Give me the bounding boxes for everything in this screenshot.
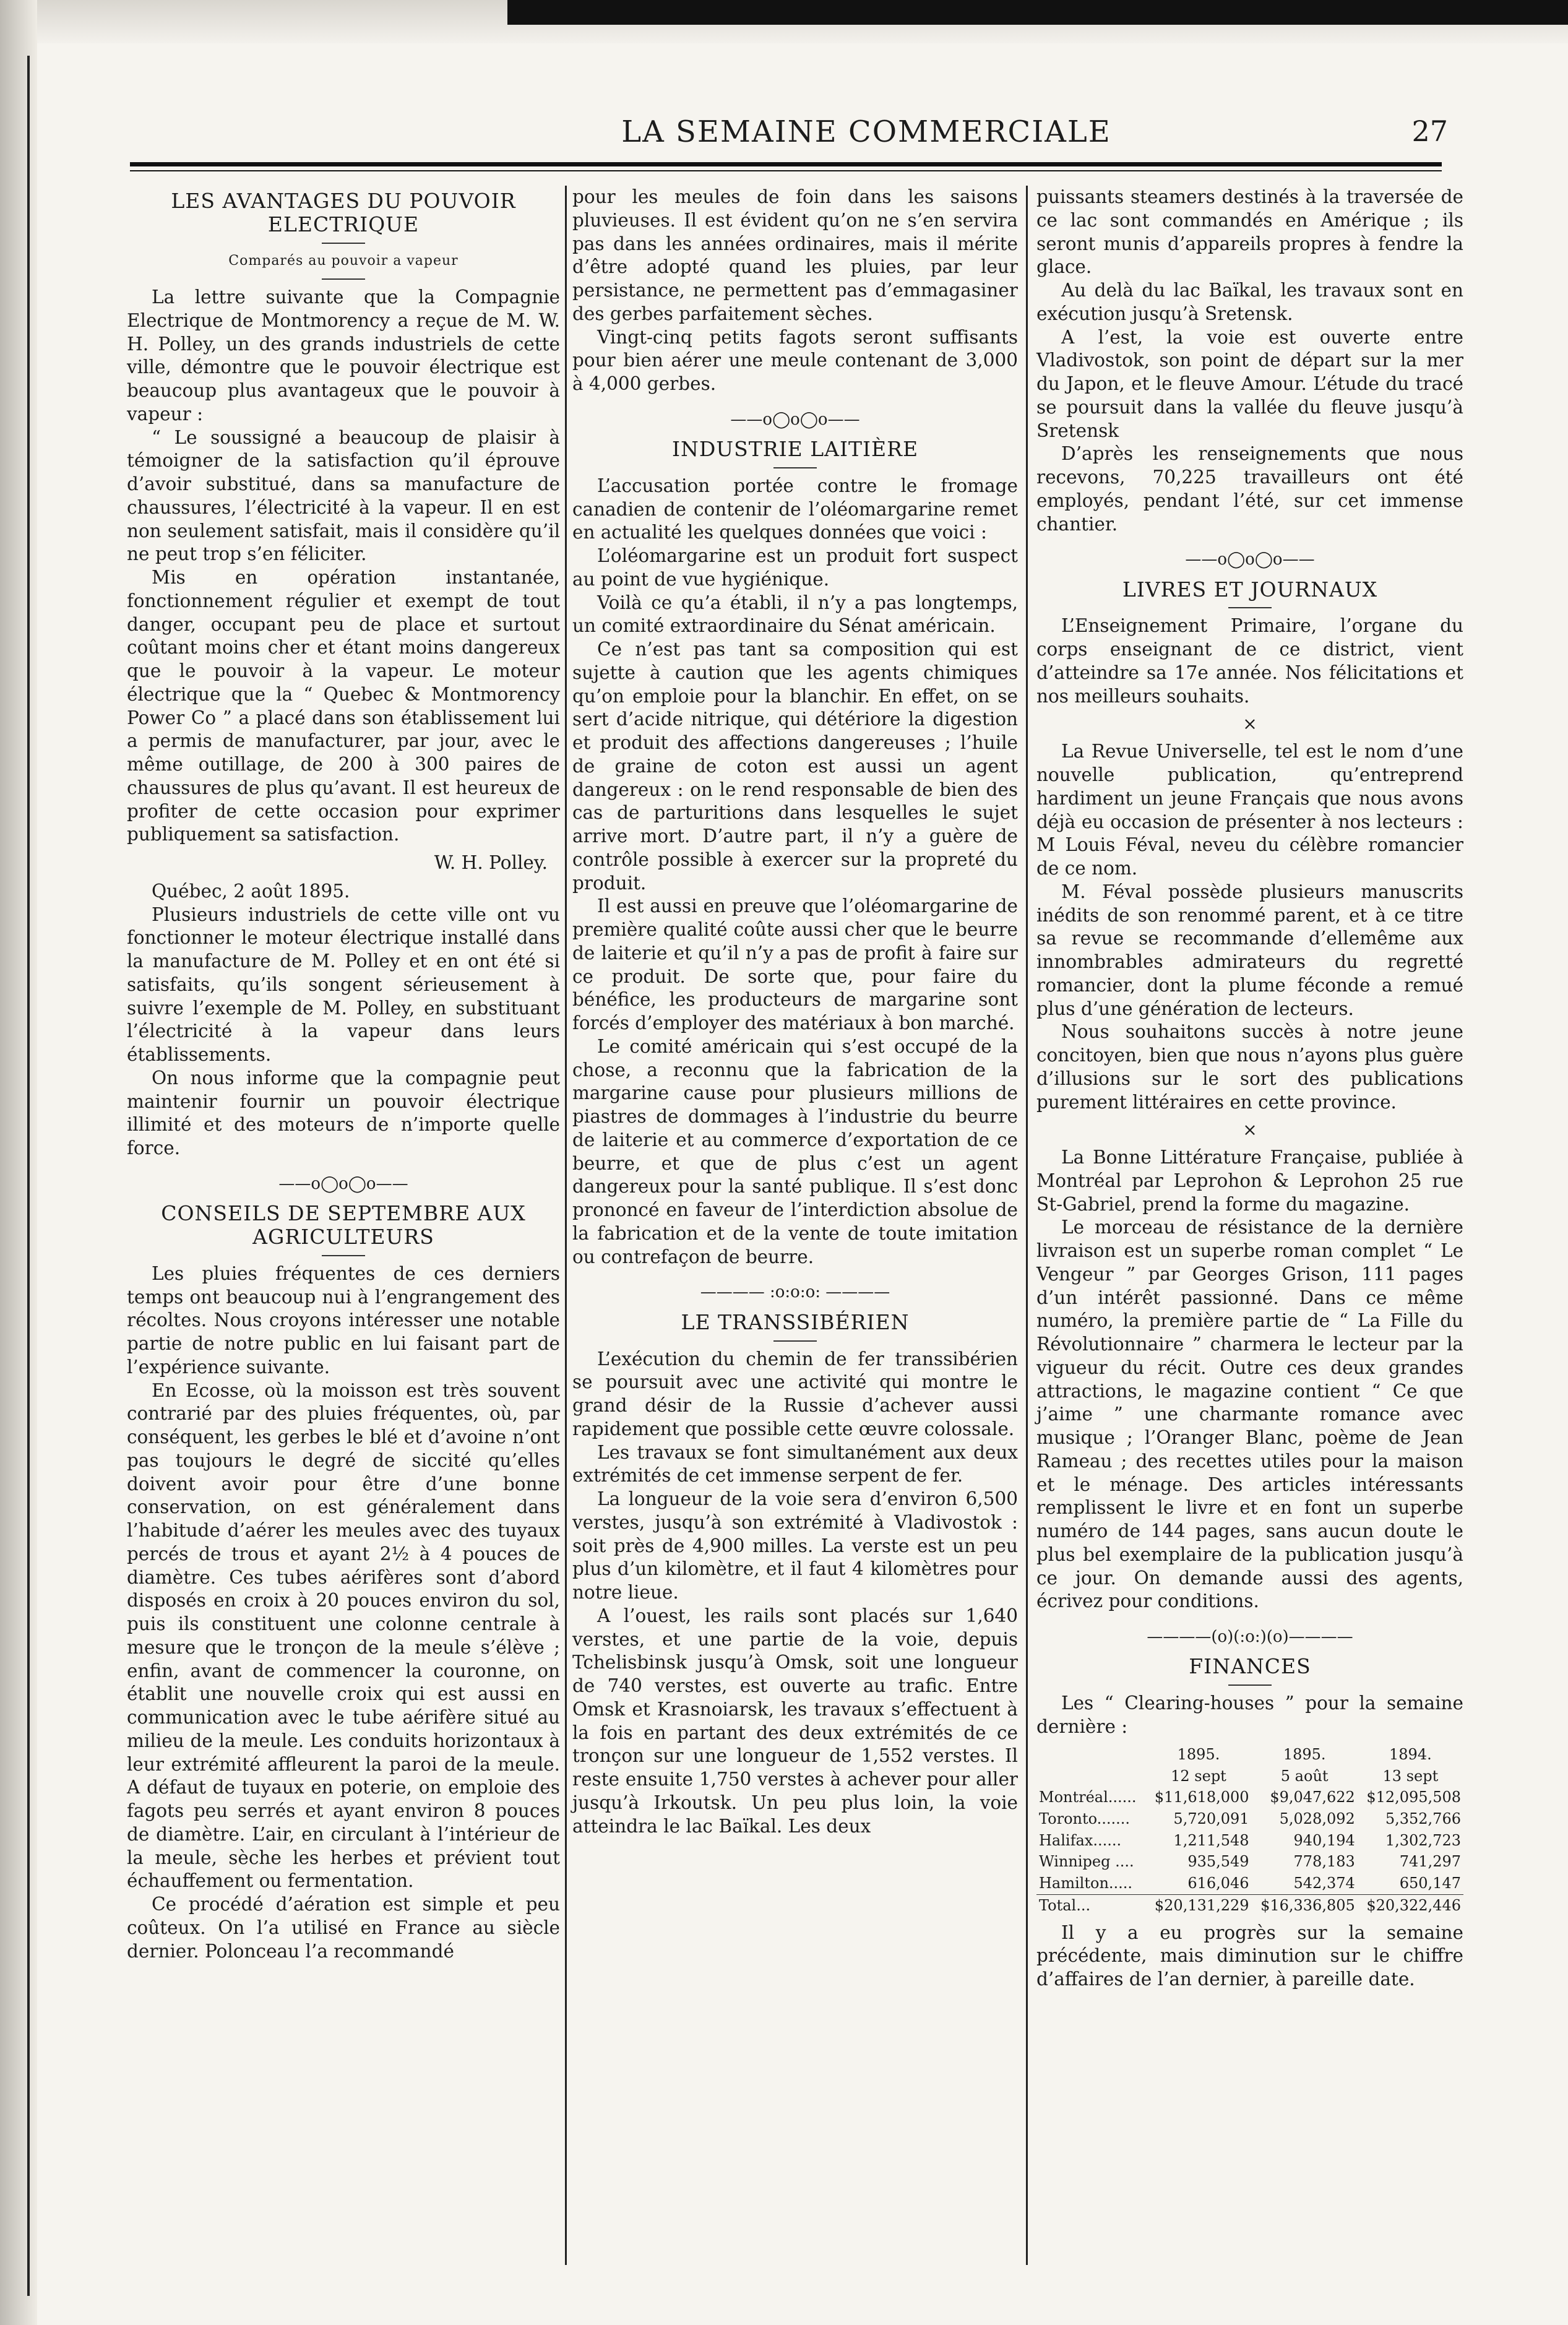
title-dash	[322, 243, 365, 244]
letter-signature: W. H. Polley.	[434, 852, 548, 874]
header-rule	[130, 162, 1442, 166]
paragraph: D’après les renseignements que nous recevons, 70,225 travailleurs ont été employés, pendant l’été, sur cet immense chantier.	[1036, 443, 1463, 535]
separator-cross: ×	[1243, 714, 1257, 735]
table-cell: $20,131,229	[1145, 1894, 1251, 1916]
table-cell: 5,028,092	[1279, 1810, 1355, 1827]
table-header-cell: 1894.	[1389, 1745, 1432, 1763]
table-row	[1036, 1808, 1463, 1830]
table-cell: $20,322,446	[1358, 1894, 1463, 1916]
article-title-industrie-laitiere: INDUSTRIE LAITIÈRE	[671, 437, 919, 462]
table-cell: 935,549	[1187, 1853, 1249, 1871]
paragraph: L’accusation portée contre le fromage canadien de contenir de l’oléomargarine remet en actualité les quelques données que voici :	[572, 475, 1018, 543]
article-subtitle: Comparés au pouvoir a vapeur	[228, 252, 459, 269]
paragraph: Les pluies fréquentes de ces derniers temps ont beaucoup nui à l’engrangement des récoltes. Nous croyons intéresser une notable partie de notre public en lui faisant part de l’expérience suivante.	[127, 1262, 560, 1378]
article-title-finances: FINANCES	[1189, 1654, 1311, 1679]
table-cell-city: Montréal......	[1039, 1788, 1137, 1806]
table-cell: 5,720,091	[1173, 1810, 1249, 1827]
paragraph: Le morceau de résistance de la dernière livraison est un superbe roman complet “ Le Vengeur ” par Georges Grison, 111 pages d’un intérêt passionné. Dans ce même numéro, la première partie de “ La Fille du Révolutionnaire ” charmera le lecteur par la vigueur du récit. Outre ces deux grandes attractions, le magazine contient “ Ce que j’aime ” une charmante romance avec musique ; l’Oranger Blanc, poème de Jean Rameau ; des recettes utiles pour la maison et le ménage. Des articles intéressants remplissent le livre et en font un superbe numéro de 144 pages, sans aucun doute le plus bel exemplaire de la publication jusqu’à ce jour. On demande aussi des agents, écrivez pour conditions.	[1036, 1217, 1463, 1612]
table-cell-city: Halifax......	[1039, 1831, 1122, 1849]
column-3	[1036, 186, 1463, 1991]
paragraph: Le comité américain qui s’est occupé de la chose, a reconnu que la fabrication de la margarine cause pour plusieurs millions de piastres de dommages à l’industrie du beurre de laiterie et au commerce d’exportation de ce beurre, et que de plus c’est un agent dangereux pour la santé publique. Il s’est donc prononcé en faveur de l’interdiction absolue de la fabrication et de la vente de toute imitation ou contrefaçon de beurre.	[572, 1035, 1018, 1267]
table-header-cell: 5 août	[1280, 1767, 1329, 1785]
paragraph: L’Enseignement Primaire, l’organe du corps enseignant de ce district, vient d’atteindre sa 17e année. Nos félicitations et nos meilleurs souhaits.	[1036, 615, 1463, 707]
paragraph: La longueur de la voie sera d’environ 6,500 verstes, jusqu’à son extrémité à Vladivostok : soit près de 4,900 milles. La verste est un peu plus d’un kilomètre, et il faut 4 kilomètres pour notre lieue.	[572, 1488, 1018, 1603]
paragraph: La lettre suivante que la Compagnie Electrique de Montmorency a reçue de M. W. H. Polley, un des grands industriels de cette ville, démontre que le pouvoir électrique est beaucoup plus avantageux que le pouvoir à vapeur :	[127, 287, 560, 425]
paragraph: A l’est, la voie est ouverte entre Vladivostok, son point de départ sur la mer du Japon, et le fleuve Amour. L’étude du tracé se poursuit dans la vallée du fleuve jusqu’à Sretensk	[1036, 326, 1463, 441]
paragraph: Voilà ce qu’a établi, il n’y a pas longtemps, un comité extraordinaire du Sénat américain.	[572, 592, 1018, 637]
paragraph: Vingt-cinq petits fagots seront suffisants pour bien aérer une meule contenant de 3,000 à 4,000 gerbes.	[572, 326, 1018, 394]
paragraph: Les “ Clearing-houses ” pour la semaine dernière :	[1036, 1693, 1463, 1738]
paragraph: “ Le soussigné a beaucoup de plaisir à témoigner de la satisfaction qu’il éprouve d’avoir substitué, dans sa manufacture de chaussures, l’électricité à la vapeur. Il en est non seulement satisfait, mais il considère qu’il ne peut trop s’en féliciter.	[127, 426, 560, 565]
article-title-transsiberien: LE TRANSSIBÉRIEN	[681, 1309, 910, 1334]
column-rule-2	[1026, 186, 1028, 2265]
subtitle-dash	[322, 278, 365, 280]
section-ornament: ——o◯o◯o——	[1185, 550, 1315, 569]
paragraph: Ce n’est pas tant sa composition qui est sujette à caution que les agents chimiques qu’on emploie pour la blanchir. En effet, on se sert d’acide nitrique, qui détériore la digestion et produit des affections dangereuses ; l’huile de graine de coton est aussi un agent dangereux : on le rend responsable de bien des cas de parturitions dans lesquelles le sujet arrive mort. D’autre part, il n’y a guère de contrôle possible à exercer sur la propreté du produit.	[572, 639, 1018, 894]
column-rule-1	[565, 186, 567, 2265]
table-cell: 1,211,548	[1173, 1831, 1249, 1849]
title-dash	[773, 467, 817, 468]
paragraph: puissants steamers destinés à la traversée de ce lac sont commandés en Amérique ; ils seront munis d’appareils propres à fendre la glace.	[1036, 186, 1463, 278]
title-dash	[322, 1255, 365, 1256]
table-header-cell: 13 sept	[1382, 1767, 1439, 1785]
section-ornament: ————(o)(:o:)(o)————	[1147, 1628, 1353, 1647]
table-header-cell: 1895.	[1177, 1745, 1220, 1763]
section-ornament: ——o◯o◯o——	[730, 410, 860, 429]
article-title-conseils: CONSEILS DE SEPTEMBRE AUX AGRICULTEURS	[161, 1201, 526, 1249]
header-rule-thin	[130, 170, 1442, 171]
table-cell-city: Toronto.......	[1039, 1810, 1131, 1827]
table-cell: 741,297	[1399, 1853, 1461, 1871]
table-row	[1036, 1873, 1463, 1894]
paragraph: Nous souhaitons succès à notre jeune concitoyen, bien que nous n’ayons plus guère d’illusions sur le sort des publications purement littéraires en cette province.	[1036, 1021, 1463, 1113]
section-ornament: ———— :o:o:o: ————	[700, 1283, 890, 1302]
table-row	[1036, 1851, 1463, 1873]
paragraph: La Revue Universelle, tel est le nom d’une nouvelle publication, qu’entreprend hardiment un jeune Français que nous avons déjà eu occasion de présenter à nos lecteurs : M Louis Féval, neveu du célèbre romancier de ce nom.	[1036, 741, 1463, 879]
article-title-pouvoir-electrique: LES AVANTAGES DU POUVOIR ELECTRIQUE	[171, 189, 516, 236]
title-dash	[773, 1340, 817, 1342]
paragraph: pour les meules de foin dans les saisons pluvieuses. Il est évident qu’on ne s’en servira pas dans les années ordinaires, mais il mérite d’être adopté quand les pluies, par leur persistance, ne permettent pas d’emmagasiner des gerbes parfaitement sèches.	[572, 186, 1018, 324]
paragraph: L’oléomargarine est un produit fort suspect au point de vue hygiénique.	[572, 545, 1018, 590]
table-cell: 616,046	[1187, 1874, 1249, 1892]
separator-cross: ×	[1243, 1119, 1257, 1141]
section-ornament: ——o◯o◯o——	[278, 1174, 408, 1193]
paragraph: Plusieurs industriels de cette ville ont vu fonctionner le moteur électrique installé dans la manufacture de M. Polley et en ont été si satisfaits, qu’ils songent sérieusement à suivre l’exemple de M. Polley, en substituant l’électricité à la vapeur dans leurs établissements.	[127, 904, 560, 1066]
page-number: 27	[1411, 114, 1448, 148]
table-cell-city: Winnipeg ....	[1039, 1853, 1134, 1871]
title-dash	[1228, 1684, 1272, 1686]
table-header-years	[1036, 1744, 1463, 1766]
table-cell: 1,302,723	[1385, 1831, 1461, 1849]
table-cell: 940,194	[1293, 1831, 1355, 1849]
table-cell: 5,352,766	[1385, 1810, 1461, 1827]
table-header-cell: 1895.	[1283, 1745, 1326, 1763]
paragraph: L’exécution du chemin de fer transsibérien se poursuit avec une activité qui montre le grand désir de la Russie d’achever aussi rapidement que possible cette œuvre colossale.	[572, 1348, 1018, 1439]
scan-dark-strip	[507, 0, 1568, 25]
paragraph: La Bonne Littérature Française, publiée à Montréal par Leprohon & Leprohon 25 rue St-Gabriel, prend la forme du magazine.	[1036, 1147, 1463, 1215]
table-cell: 650,147	[1399, 1874, 1461, 1892]
article-title-livres-journaux: LIVRES ET JOURNAUX	[1122, 577, 1378, 602]
table-total-row	[1036, 1894, 1463, 1916]
table-header-dates	[1036, 1766, 1463, 1787]
table-cell: $12,095,508	[1366, 1788, 1461, 1806]
table-header-cell: 12 sept	[1171, 1767, 1226, 1785]
page-header	[124, 114, 1448, 164]
paragraph: En Ecosse, où la moisson est très souvent contrarié par des pluies fréquentes, où, par conséquent, les gerbes le blé et d’avoine n’ont pas toujours le degré de siccité qu’elles doivent avoir pour être d’une bonne conservation, on est généralement dans l’habitude d’aérer les meules avec des tuyaux percés de trous et ayant 2½ à 4 pouces de diamètre. Ces tubes aérifères sont d’abord disposés en croix à 20 pouces environ du sol, puis ils constituent une colonne centrale à mesure que le tronçon de la meule s’élève ; enfin, avant de commencer la couronne, on établit une nouvelle croix qui est aussi en communication avec le tube aérifère situé au milieu de la meule. Les conduits horizontaux à leur extrémité affleurent la paroi de la meule. A défaut de tuyaux en poterie, on emploie des fagots peu serrés et ayant environ 8 pouces de diamètre. L’air, en circulant à l’intérieur de la meule, sèche les herbes et prévient tout échauffement ou fermentation.	[127, 1379, 560, 1892]
table-cell: $11,618,000	[1154, 1788, 1249, 1806]
title-dash	[1228, 607, 1272, 608]
paragraph: A l’ouest, les rails sont placés sur 1,640 verstes, et une partie de la voie, depuis Tchelisbinsk jusqu’à Omsk, soit une longueur de 740 verstes, est ouverte au trafic. Entre Omsk et Krasnoiarsk, les travaux s’effectuent à la fois en partant des deux extrémités de ce tronçon sur une longueur de 1,552 verstes. Il reste ensuite 1,750 verstes à achever pour aller jusqu’à Irkoutsk. Un peu plus loin, la voie atteindra le lac Baïkal. Les deux	[572, 1605, 1018, 1837]
binding-rule	[27, 56, 30, 2296]
table-row	[1036, 1830, 1463, 1852]
scan-binding-edge	[0, 0, 37, 2325]
table-cell: 542,374	[1293, 1874, 1355, 1892]
paragraph: Au delà du lac Baïkal, les travaux sont en exécution jusqu’à Sretensk.	[1036, 280, 1463, 324]
column-2	[572, 186, 1018, 1838]
table-row	[1036, 1787, 1463, 1808]
table-cell: $16,336,805	[1252, 1894, 1358, 1916]
paragraph: M. Féval possède plusieurs manuscrits inédits de son renommé parent, et à ce titre sa revue se recommande d’ellemême aux innombrables admirateurs du regretté romancier, dont la plume féconde a remué plus d’une génération de lecteurs.	[1036, 881, 1463, 1019]
paragraph: On nous informe que la compagnie peut maintenir fournir un pouvoir électrique illimité et des moteurs de n’importe quelle force.	[127, 1067, 560, 1159]
table-cell: $9,047,622	[1270, 1788, 1355, 1806]
publication-title: LA SEMAINE COMMERCIALE	[621, 114, 1111, 149]
paragraph: Les travaux se font simultanément aux deux extrémités de cet immense serpent de fer.	[572, 1441, 1018, 1486]
paragraph: Il y a eu progrès sur la semaine précédente, mais diminution sur le chiffre d’affaires de l’an dernier, à pareille date.	[1036, 1922, 1463, 1990]
letter-date: Québec, 2 août 1895.	[152, 880, 350, 902]
paragraph: Mis en opération instantanée, fonctionnement régulier et exempt de tout danger, occupant peu de place et surtout coûtant moins cher et étant moins dangereux que le pouvoir à la vapeur. Le moteur électrique que la “ Quebec & Montmorency Power Co ” a placé dans son établissement lui a permis de manufacturer, par jour, avec le même outillage, de 200 à 300 paires de chaussures de plus qu’avant. Il est heureux de profiter de cette occasion pour exprimer publiquement sa satisfaction.	[127, 567, 560, 845]
table-cell-total-label: Total...	[1036, 1894, 1145, 1916]
clearing-houses-table	[1036, 1744, 1463, 1917]
table-cell-city: Hamilton.....	[1039, 1874, 1133, 1892]
paragraph: Ce procédé d’aération est simple et peu coûteux. On l’a utilisé en France au siècle dernier. Polonceau l’a recommandé	[127, 1894, 560, 1962]
table-cell: 778,183	[1293, 1853, 1355, 1871]
paragraph: Il est aussi en preuve que l’oléomargarine de première qualité coûte aussi cher que le beurre de laiterie et qu’il n’y a pas de profit à faire sur ce produit. De sorte que, pour faire du bénéfice, les producteurs de margarine sont forcés d’employer des matériaux à bon marché.	[572, 895, 1018, 1034]
column-1	[127, 186, 560, 1963]
